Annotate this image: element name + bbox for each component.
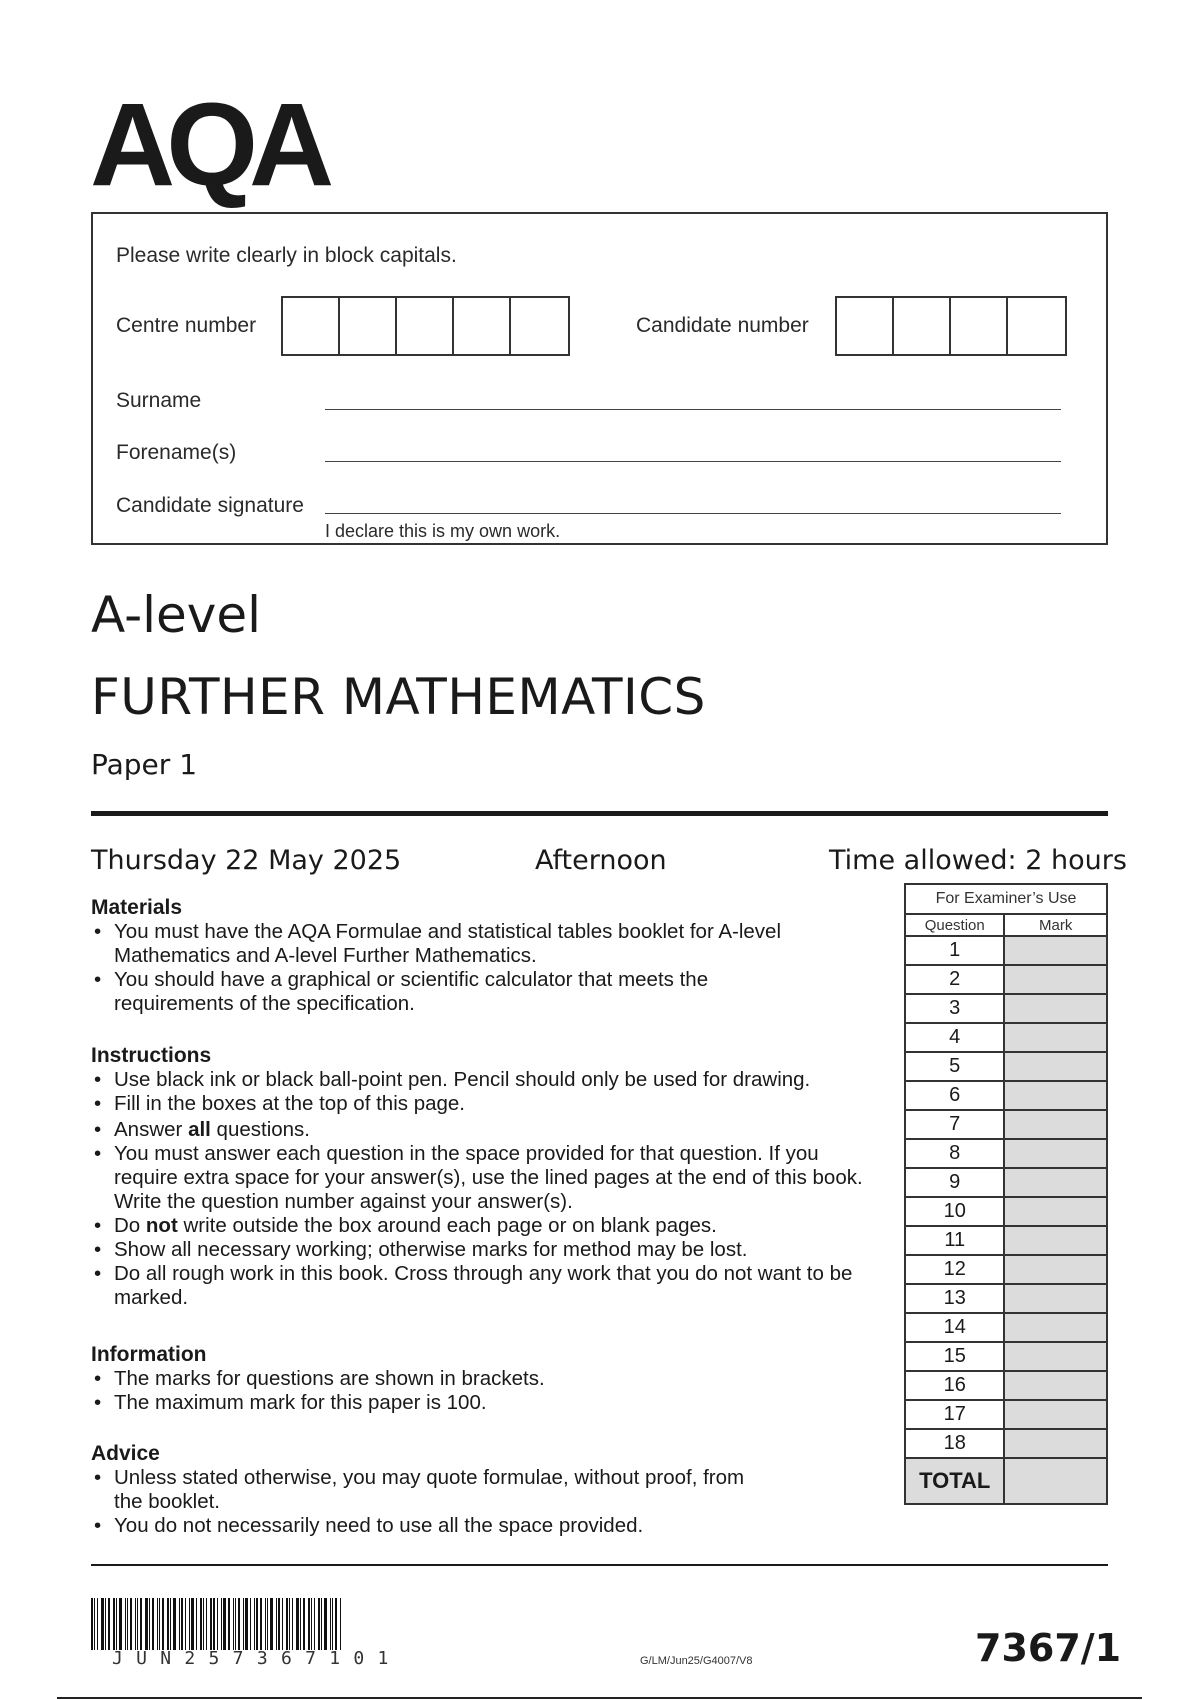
instructions-item: • Fill in the boxes at the top of this page.: [91, 1092, 891, 1116]
question-number-cell: 17: [905, 1400, 1004, 1429]
barcode-bar: [159, 1598, 160, 1650]
aqa-logo: AQA: [90, 79, 326, 211]
question-number-cell: 5: [905, 1052, 1004, 1081]
mark-cell[interactable]: [1004, 1197, 1107, 1226]
examiner-table-row: [905, 1081, 1107, 1110]
paper-number: Paper 1: [91, 748, 198, 781]
document-reference: G/LM/Jun25/G4007/V8: [640, 1655, 753, 1667]
examiner-table-row: [905, 936, 1107, 965]
time-allowed: Time allowed: 2 hours: [829, 845, 1127, 876]
barcode-bar: [314, 1598, 315, 1650]
barcode-bar: [256, 1598, 258, 1650]
barcode-bar: [265, 1598, 266, 1650]
barcode-bar: [140, 1598, 142, 1650]
question-number-cell: 1: [905, 936, 1004, 965]
mark-cell[interactable]: [1004, 1284, 1107, 1313]
examiner-table-row: [905, 965, 1107, 994]
examiner-table-title: For Examiner’s Use: [905, 884, 1107, 914]
barcode-bar: [228, 1598, 230, 1650]
mark-cell[interactable]: [1004, 1226, 1107, 1255]
mark-cell[interactable]: [1004, 1255, 1107, 1284]
barcode-bar: [173, 1598, 176, 1650]
mark-cell[interactable]: [1004, 1429, 1107, 1458]
barcode-bar: [130, 1598, 132, 1650]
barcode-bar: [270, 1598, 273, 1650]
barcode-bar: [223, 1598, 226, 1650]
instructions-emphasis: all: [188, 1118, 211, 1141]
barcode-bar: [235, 1598, 236, 1650]
barcode-bar: [181, 1598, 183, 1650]
mark-cell[interactable]: [1004, 1110, 1107, 1139]
examiner-table-row: [905, 1139, 1107, 1168]
instructions-text: write outside the box around each page or on blank pages.: [177, 1214, 717, 1237]
question-number-cell: 11: [905, 1226, 1004, 1255]
barcode-bar: [203, 1598, 204, 1650]
qualification-level: A-level: [91, 586, 262, 644]
examiner-table-row: [905, 1110, 1107, 1139]
barcode-bar: [267, 1598, 268, 1650]
examiner-table-row: [905, 1052, 1107, 1081]
barcode-bar: [210, 1598, 212, 1650]
question-number-cell: 4: [905, 1023, 1004, 1052]
block-capitals-instruction: Please write clearly in block capitals.: [116, 244, 457, 267]
question-number-cell: 10: [905, 1197, 1004, 1226]
barcode-bar: [145, 1598, 148, 1650]
barcode-bar: [137, 1598, 138, 1650]
barcode-bar: [105, 1598, 106, 1650]
barcode-bar: [311, 1598, 312, 1650]
barcode-bar: [108, 1598, 110, 1650]
centre-number-digit-box[interactable]: [397, 298, 454, 354]
question-number-cell: 6: [905, 1081, 1004, 1110]
barcode-bar: [303, 1598, 305, 1650]
footer-rule: [91, 1564, 1108, 1566]
barcode-bar: [113, 1598, 115, 1650]
instructions-item: • You must answer each question in the space provided for that question. If you require extra space for your answer(s), use the lined pages at the end of this book. Write the question number against your answer(s).: [91, 1142, 879, 1214]
title-block: [91, 586, 262, 644]
barcode-bar: [162, 1598, 164, 1650]
examiner-table-row: [905, 1313, 1107, 1342]
barcode-bar: [91, 1598, 93, 1650]
centre-number-label: Centre number: [116, 314, 257, 337]
question-number-cell: 15: [905, 1342, 1004, 1371]
examiner-table-row: [905, 1429, 1107, 1458]
barcode-bar: [101, 1598, 104, 1650]
advice-heading: Advice: [91, 1442, 160, 1465]
instructions-section: [91, 1044, 891, 1310]
barcode-bar: [167, 1598, 169, 1650]
instructions-item: • Do all rough work in this book. Cross through any work that you do not want to be marked.: [91, 1262, 894, 1310]
information-item: • The marks for questions are shown in brackets.: [91, 1367, 891, 1391]
examiner-table-row: [905, 1255, 1107, 1284]
barcode-bar: [321, 1598, 322, 1650]
examiner-table-row: [905, 1342, 1107, 1371]
barcode-bar: [318, 1598, 320, 1650]
advice-item: • You do not necessarily need to use all the space provided.: [91, 1514, 891, 1538]
barcode-bar: [185, 1598, 186, 1650]
question-number-cell: 9: [905, 1168, 1004, 1197]
barcode-bar: [97, 1598, 98, 1650]
advice-section: [91, 1442, 891, 1538]
instructions-text: Do: [114, 1214, 146, 1237]
candidate-number-boxes: [835, 296, 1067, 356]
centre-number-digit-box[interactable]: [511, 298, 568, 354]
barcode-bar: [254, 1598, 255, 1650]
information-heading: Information: [91, 1343, 207, 1366]
barcode-bar: [308, 1598, 310, 1650]
examiner-table-row: [905, 1226, 1107, 1255]
question-number-cell: 18: [905, 1429, 1004, 1458]
barcode-bar: [119, 1598, 122, 1650]
information-item: • The maximum mark for this paper is 100.: [91, 1391, 891, 1415]
barcode-bar: [282, 1598, 283, 1650]
question-column-header: Question: [905, 914, 1004, 936]
barcode-bar: [170, 1598, 171, 1650]
barcode-bar: [116, 1598, 117, 1650]
signature-field[interactable]: [325, 513, 1061, 514]
candidate-number-digit-box[interactable]: [1008, 298, 1065, 354]
mark-cell[interactable]: [1004, 1168, 1107, 1197]
question-number-cell: 8: [905, 1139, 1004, 1168]
barcode-bar: [189, 1598, 190, 1650]
surname-field[interactable]: [325, 409, 1061, 410]
barcode-bar: [324, 1598, 327, 1650]
centre-number-digit-box[interactable]: [340, 298, 397, 354]
instructions-emphasis: not: [145, 1214, 178, 1237]
barcode-bar: [243, 1598, 244, 1650]
examiner-use-table: [904, 883, 1108, 1505]
question-number-cell: 2: [905, 965, 1004, 994]
paper-code: 7367/1: [975, 1626, 1122, 1670]
barcode-bar: [127, 1598, 128, 1650]
mark-column-header: Mark: [1004, 914, 1107, 936]
barcode-bar: [200, 1598, 202, 1650]
forenames-field[interactable]: [325, 461, 1061, 462]
page-bottom-rule: [57, 1697, 1142, 1699]
barcode-bar: [221, 1598, 222, 1650]
barcode: [91, 1598, 471, 1650]
question-number-cell: 12: [905, 1255, 1004, 1284]
instructions-text: Answer: [114, 1118, 189, 1141]
question-number-cell: 16: [905, 1371, 1004, 1400]
mark-cell[interactable]: [1004, 1139, 1107, 1168]
candidate-number-label: Candidate number: [636, 314, 809, 337]
materials-item: • You must have the AQA Formulae and statistical tables booklet for A-level Mathematics and A-level Further Mathematics.: [91, 920, 794, 968]
barcode-bar: [278, 1598, 280, 1650]
mark-cell[interactable]: [1004, 1371, 1107, 1400]
barcode-bar: [330, 1598, 331, 1650]
instructions-heading: Instructions: [91, 1044, 212, 1067]
barcode-bar: [135, 1598, 136, 1650]
barcode-bar: [217, 1598, 218, 1650]
barcode-bar: [125, 1598, 126, 1650]
instructions-text: questions.: [210, 1118, 311, 1141]
exam-session: Afternoon: [535, 845, 667, 876]
mark-cell[interactable]: [1004, 1400, 1107, 1429]
centre-number-digit-box[interactable]: [454, 298, 511, 354]
centre-number-boxes: [281, 296, 570, 356]
barcode-bar: [296, 1598, 299, 1650]
candidate-number-digit-box[interactable]: [894, 298, 951, 354]
barcode-bar: [152, 1598, 154, 1650]
barcode-bar: [233, 1598, 234, 1650]
mark-cell[interactable]: [1004, 1313, 1107, 1342]
mark-cell[interactable]: [1004, 1052, 1107, 1081]
examiner-table-row: [905, 1168, 1107, 1197]
mark-cell[interactable]: [1004, 936, 1107, 965]
examiner-table-row: [905, 1371, 1107, 1400]
examiner-table-row: [905, 994, 1107, 1023]
question-number-cell: 14: [905, 1313, 1004, 1342]
barcode-bar: [286, 1598, 288, 1650]
barcode-bar: [149, 1598, 150, 1650]
barcode-bar: [276, 1598, 277, 1650]
divider-rule: [91, 811, 1108, 816]
question-number-cell: 7: [905, 1110, 1004, 1139]
centre-number-digit-box[interactable]: [283, 298, 340, 354]
barcode-bar: [340, 1598, 341, 1650]
total-label-cell: TOTAL: [905, 1458, 1004, 1504]
examiner-table-row: [905, 1400, 1107, 1429]
barcode-bar: [213, 1598, 215, 1650]
mark-cell[interactable]: [1004, 965, 1107, 994]
barcode-bar: [245, 1598, 248, 1650]
barcode-bar: [179, 1598, 180, 1650]
materials-item: • You should have a graphical or scientific calculator that meets the requirements of the specification.: [91, 968, 794, 1016]
forenames-label: Forename(s): [116, 441, 237, 464]
instructions-item: • Use black ink or black ball-point pen. Pencil should only be used for drawing.: [91, 1068, 891, 1092]
barcode-bar: [206, 1598, 207, 1650]
barcode-bar: [191, 1598, 194, 1650]
barcode-number: JUN257367101: [112, 1648, 402, 1669]
surname-label: Surname: [116, 389, 202, 412]
candidate-details-box: [91, 212, 1108, 545]
mark-cell[interactable]: [1004, 994, 1107, 1023]
examiner-table-row: [905, 1023, 1107, 1052]
signature-label: Candidate signature: [116, 494, 304, 517]
examiner-table-total-row: [905, 1458, 1107, 1504]
examiner-table-row: [905, 1197, 1107, 1226]
barcode-bar: [292, 1598, 293, 1650]
barcode-bar: [94, 1598, 95, 1650]
subject-title: FURTHER MATHEMATICS: [91, 668, 706, 726]
barcode-bar: [196, 1598, 197, 1650]
advice-item: • Unless stated otherwise, you may quote formulae, without proof, from the booklet.: [91, 1466, 774, 1514]
mark-cell[interactable]: [1004, 1342, 1107, 1371]
barcode-bar: [332, 1598, 333, 1650]
barcode-bar: [238, 1598, 240, 1650]
declaration-text: I declare this is my own work.: [325, 521, 561, 541]
mark-cell[interactable]: [1004, 1023, 1107, 1052]
exam-date: Thursday 22 May 2025: [91, 845, 402, 876]
total-mark-cell[interactable]: [1004, 1458, 1107, 1504]
mark-cell[interactable]: [1004, 1081, 1107, 1110]
barcode-bar: [260, 1598, 262, 1650]
barcode-bar: [300, 1598, 301, 1650]
question-number-cell: 3: [905, 994, 1004, 1023]
candidate-number-digit-box[interactable]: [951, 298, 1008, 354]
materials-section: [91, 896, 891, 1016]
barcode-bar: [157, 1598, 158, 1650]
information-section: [91, 1343, 891, 1415]
barcode-bar: [335, 1598, 337, 1650]
materials-heading: Materials: [91, 896, 183, 919]
question-number-cell: 13: [905, 1284, 1004, 1313]
instructions-item: [91, 1214, 891, 1238]
instructions-item: [91, 1118, 891, 1142]
candidate-number-digit-box[interactable]: [837, 298, 894, 354]
barcode-bar: [250, 1598, 251, 1650]
examiner-table-row: [905, 1284, 1107, 1313]
instructions-item: • Show all necessary working; otherwise marks for method may be lost.: [91, 1238, 891, 1262]
barcode-bar: [289, 1598, 290, 1650]
